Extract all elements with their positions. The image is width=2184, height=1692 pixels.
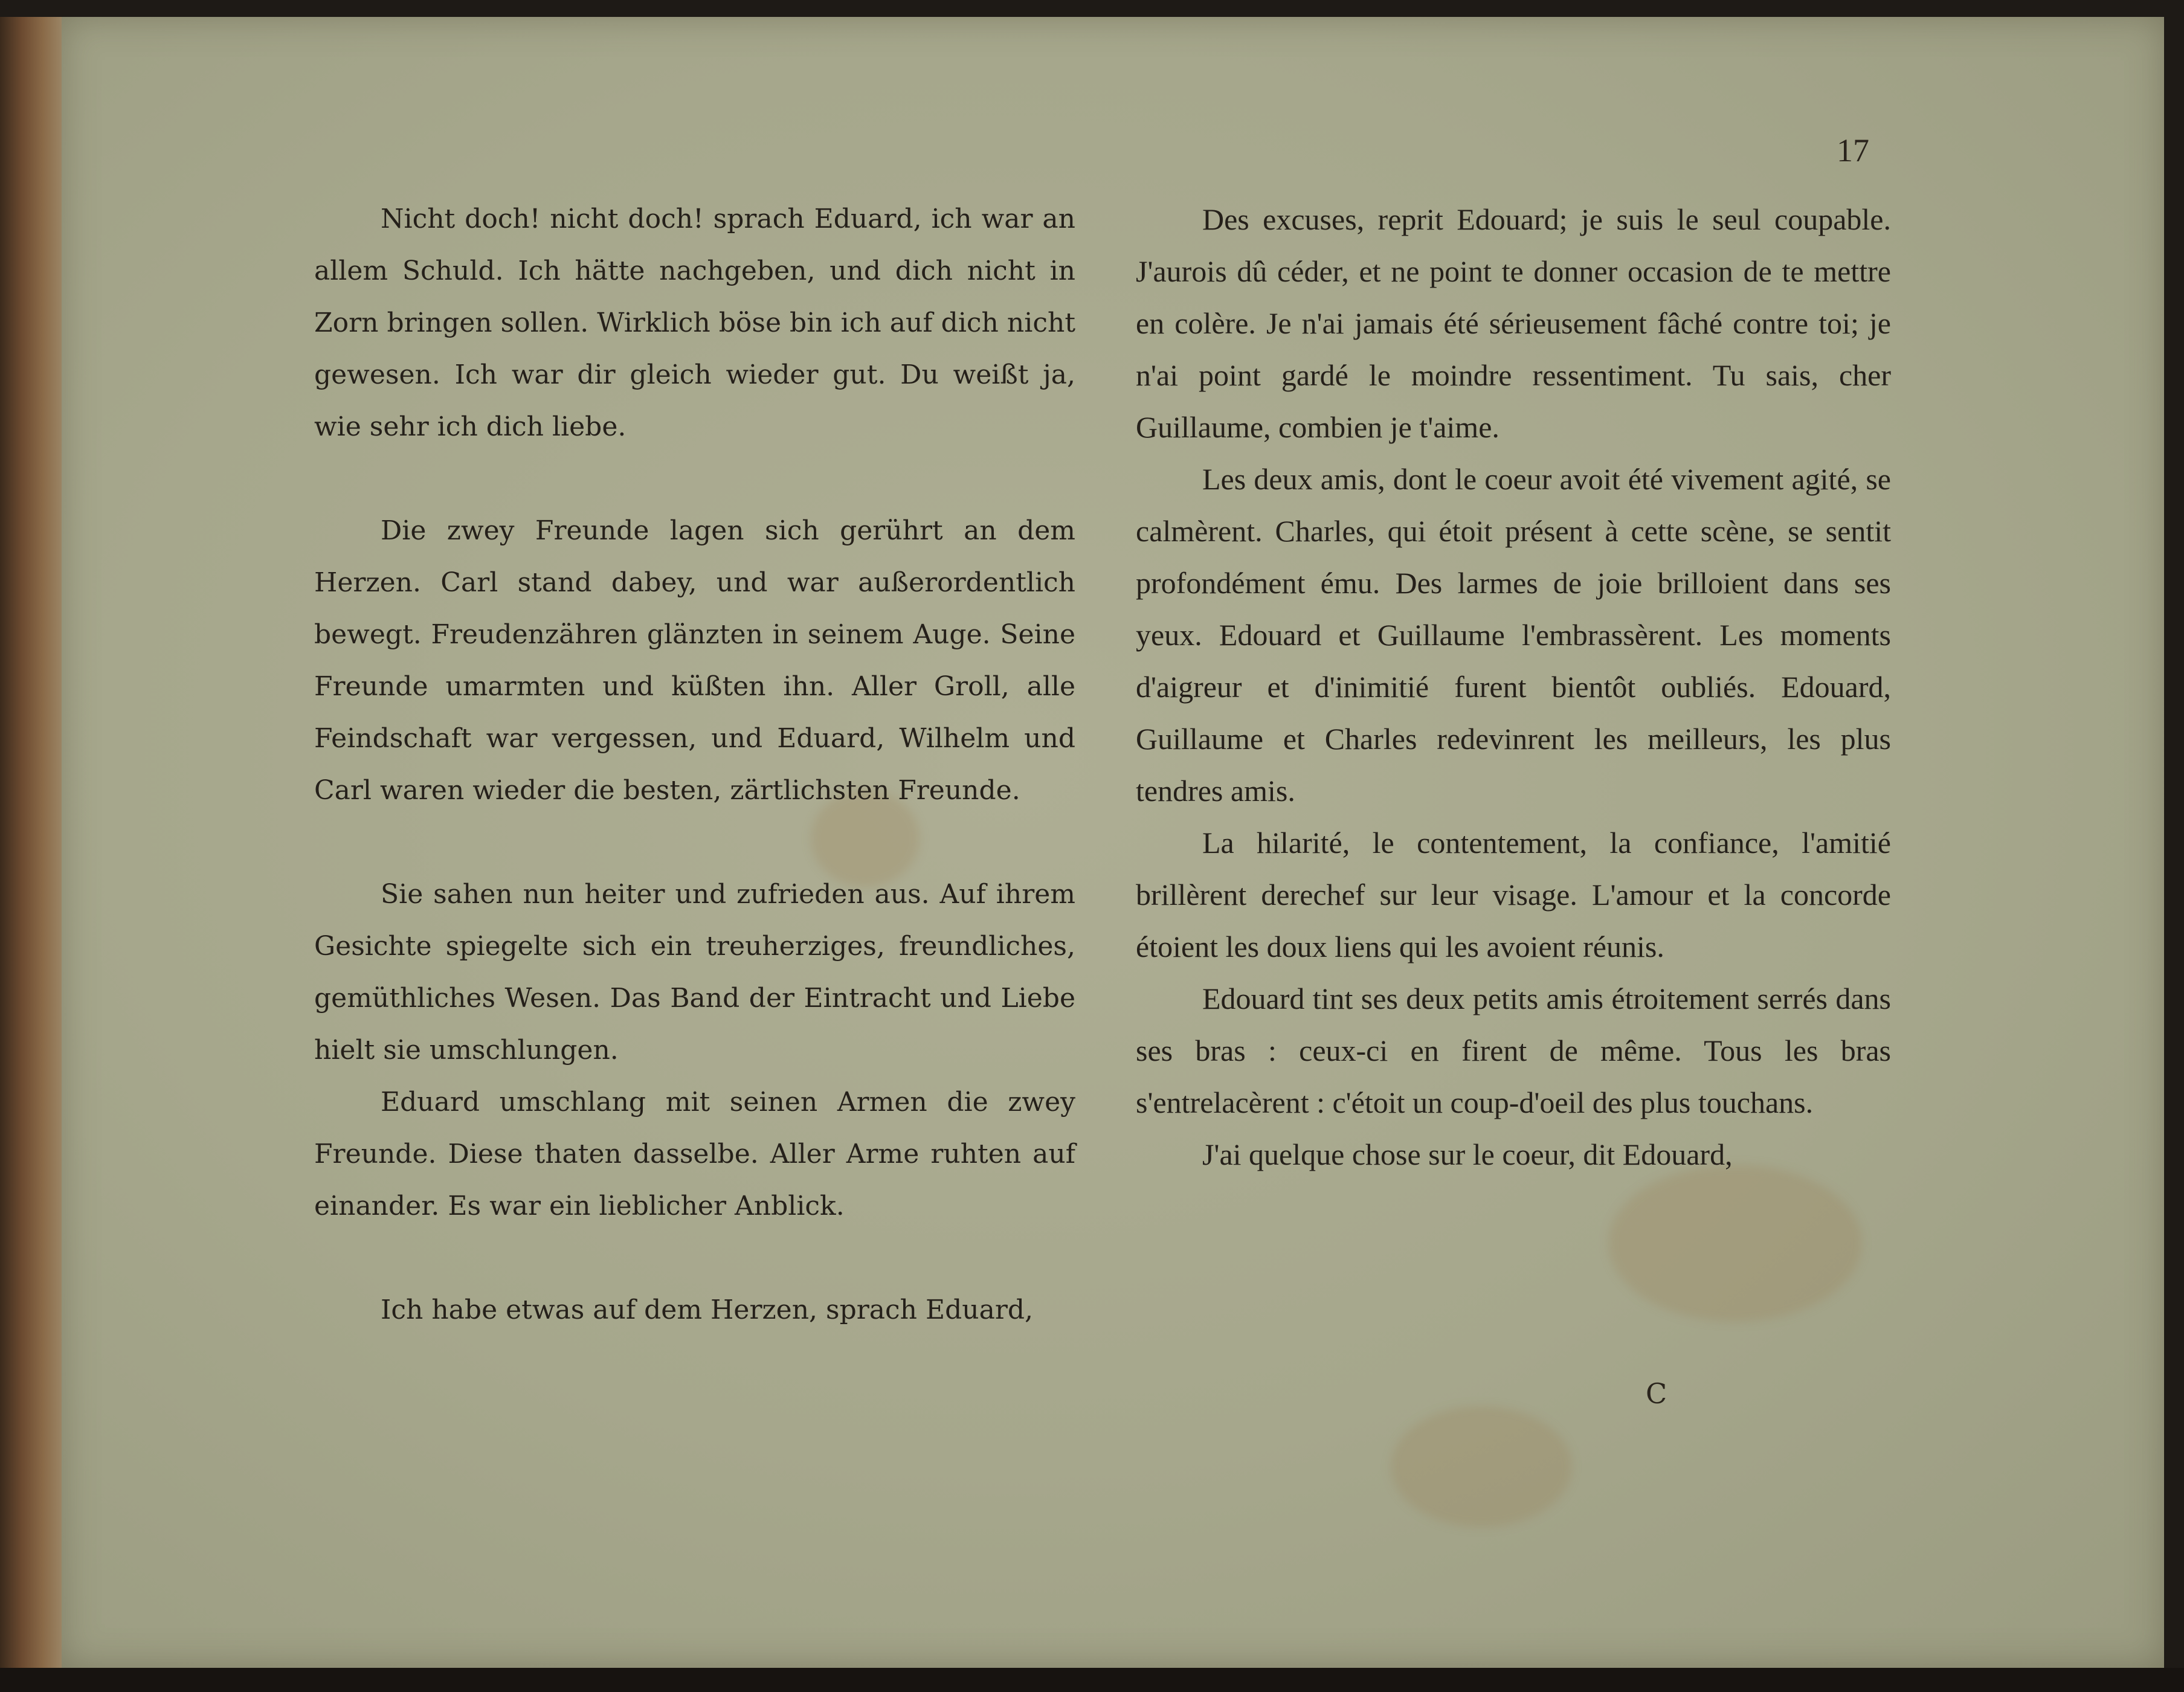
french-paragraph: J'ai quelque chose sur le coeur, dit Edouard,	[1202, 1137, 1733, 1171]
book-spine-edge	[0, 17, 62, 1668]
german-paragraph: Nicht doch! nicht doch! sprach Eduard, ich war an allem Schuld. Ich hätte nachgeben, und dich nicht in Zorn bringen sollen. Wirklich böse bin ich auf dich nicht gewesen. Ich war dir gleich wieder gut. Du weißt ja, wie sehr ich dich liebe.	[314, 204, 1075, 442]
german-text-column	[314, 193, 1075, 1336]
french-paragraph: Les deux amis, dont le coeur avoit été vivement agité, se calmèrent. Charles, qui étoit présent à cette scène, se sentit profondément ému. Des larmes de joie brilloient dans ses yeux. Edouard et Guillaume l'embrassèrent. Les moments d'aigreur et d'inimitié furent bientôt oubliés. Edouard, Guillaume et Charles redevinrent les meilleurs, les plus tendres amis.	[1136, 462, 1891, 808]
signature-mark: C	[1646, 1377, 1667, 1410]
french-paragraph: Edouard tint ses deux petits amis étroitement serrés dans ses bras : ceux-ci en firent de même. Tous les bras s'entrelacèrent : c'étoit un coup-d'oeil des plus touchans.	[1136, 982, 1891, 1119]
scan-bottom-edge	[0, 1668, 2184, 1692]
french-text-column	[1136, 193, 1891, 1180]
paper-stain	[1608, 1165, 1862, 1322]
french-paragraph: Des excuses, reprit Edouard; je suis le seul coupable. J'aurois dû céder, et ne point te donner occasion de te mettre en colère. Je n'ai jamais été sérieusement fâché contre toi; je n'ai point gardé le moindre ressentiment. Tu sais, cher Guillaume, combien je t'aime.	[1136, 202, 1891, 444]
german-paragraph: Ich habe etwas auf dem Herzen, sprach Eduard,	[381, 1295, 1034, 1325]
page-number: 17	[1837, 132, 1869, 169]
german-paragraph: Eduard umschlang mit seinen Armen die zwey Freunde. Diese thaten dasselbe. Aller Arme ruhten auf einander. Es war ein lieblicher Anblick.	[314, 1087, 1075, 1221]
german-paragraph: Die zwey Freunde lagen sich gerührt an dem Herzen. Carl stand dabey, und war außerordentlich bewegt. Freudenzähren glänzten in seinem Auge. Seine Freunde umarmten und küßten ihn. Aller Groll, alle Feindschaft war vergessen, und Eduard, Wilhelm und Carl waren wieder die besten, zärtlichsten Freunde.	[314, 515, 1075, 806]
paper-stain	[1391, 1406, 1572, 1527]
german-paragraph: Sie sahen nun heiter und zufrieden aus. Auf ihrem Gesichte spiegelte sich ein treuherziges, freundliches, gemüthliches Wesen. Das Band der Eintracht und Liebe hielt sie umschlungen.	[314, 879, 1075, 1066]
french-paragraph: La hilarité, le contentement, la confiance, l'amitié brillèrent derechef sur leur visage. L'amour et la concorde étoient les doux liens qui les avoient réunis.	[1136, 826, 1891, 963]
